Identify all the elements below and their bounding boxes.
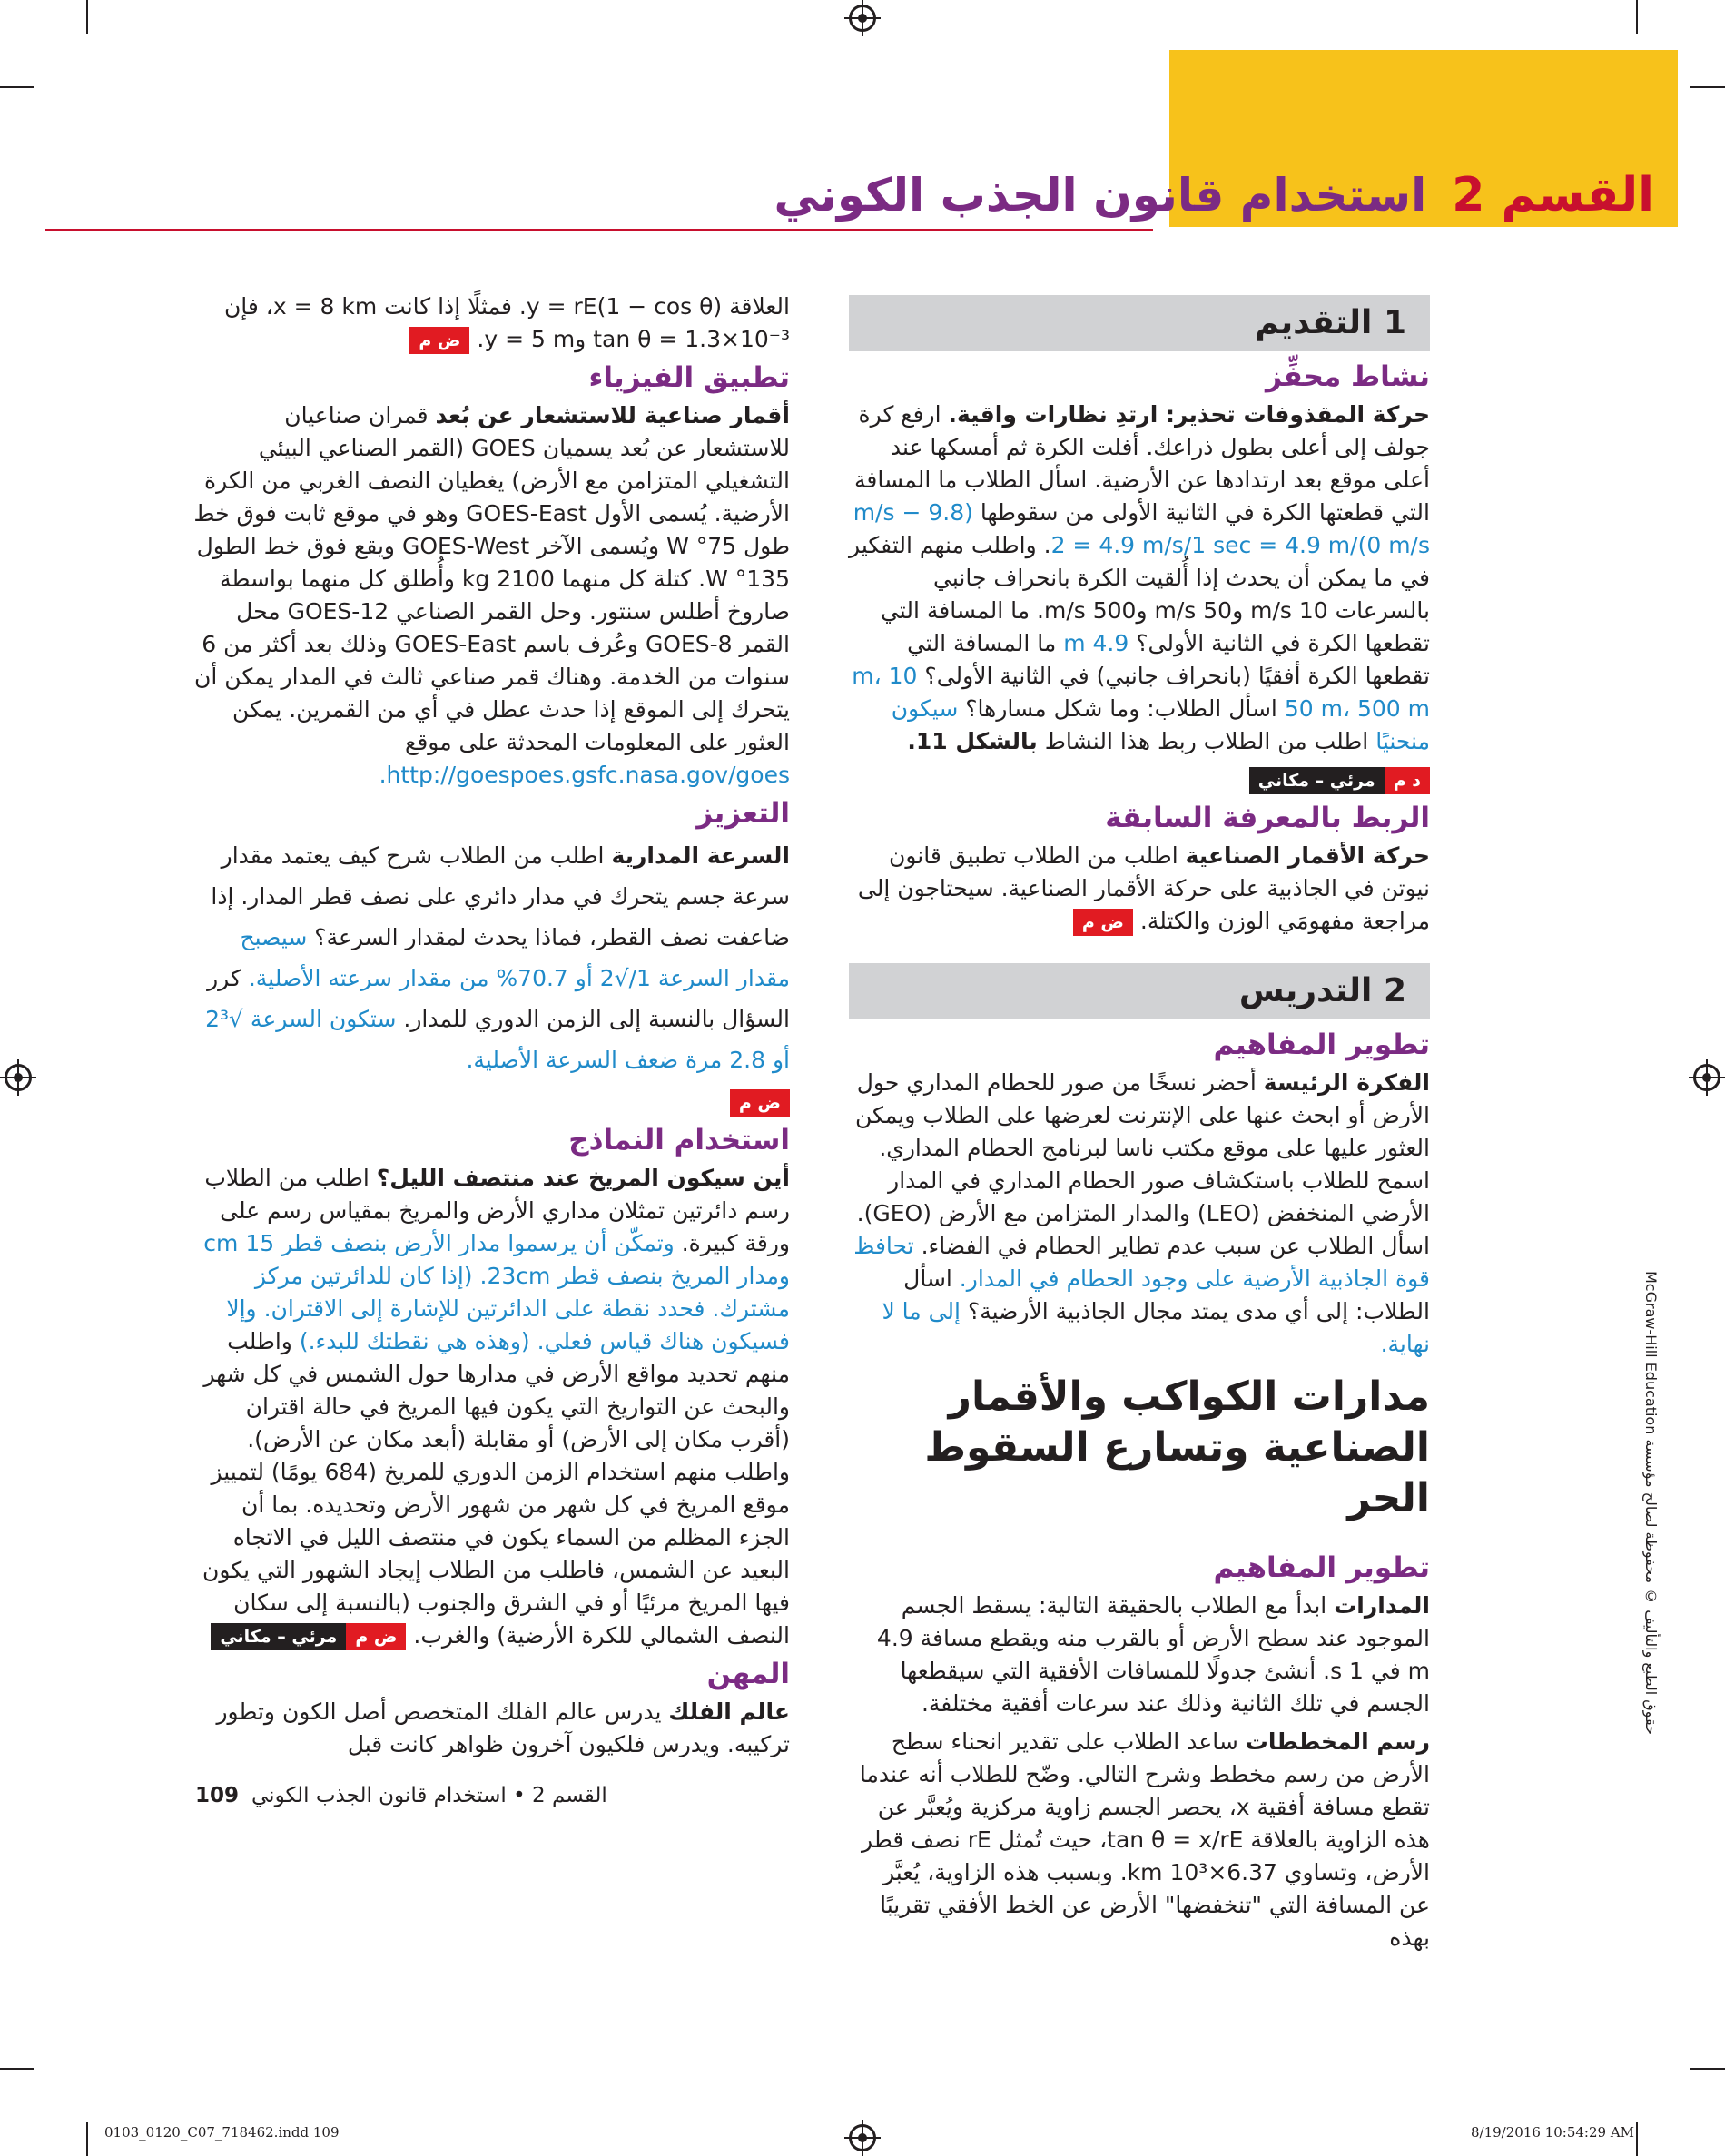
subheading-develop-concepts-2: تطوير المفاهيم xyxy=(1213,1551,1430,1584)
file-slug: 0103_0120_C07_718462.indd 109 xyxy=(104,2124,340,2141)
section-heading-teach: 2 التدريس xyxy=(849,963,1430,1019)
page-footer xyxy=(195,1784,649,1807)
equation-fall: (9.8 m/s − 0 m/s)/2 = 4.9 m/s/1 sec = 4.9 m xyxy=(853,499,1430,558)
registration-mark-icon xyxy=(5,1064,32,1091)
crop-mark xyxy=(1690,86,1725,88)
paragraph-continuation: العلاقة y = rE(1 − cos θ). فمثلًا إذا كانت x = 8 km، فإن tan θ = 1.3×10⁻³ وy = 5 m. ض م xyxy=(223,293,790,352)
level-tag: ض م xyxy=(346,1623,406,1650)
crop-mark xyxy=(0,2068,34,2070)
footer-label: القسم 2 • استخدام قانون الجذب الكوني xyxy=(251,1784,607,1807)
page-title xyxy=(774,163,1655,227)
crop-mark xyxy=(1636,2122,1638,2156)
paragraph-remote-sensing: أقمار صناعية للاستشعار عن بُعد قمران صناعيان للاستشعار عن بُعد يسميان GOES (القمر الصناعي البيئي التشغيلي المتزامن مع الأرض) يغطيان النصف الغربي من الكرة الأرضية. يُسمى الأول GOES-East وهو في موقع ثابت فوق خط طول 75° W ويُسمى الآخر GOES-West ويقع فوق خط الطول 135° W. كتلة كل منهما 2100 kg وأُطلق كل منهما بواسطة صاروخ أطلس سنتور. وحل القمر الصناعي GOES-12 محل القمر GOES-8 وعُرف باسم GOES-East وذلك بعد أكثر من 6 سنوات من الخدمة. وهناك قمر صناعي ثالث في المدار يمكن أن يتحرك إلى الموقع إذا حدث عطل في أي من القمرين. يمكن العثور على المعلومات المحدثة على موقع http://goespoes.gsfc.nasa.gov/goes. xyxy=(193,402,790,788)
registration-mark-icon xyxy=(849,5,876,32)
goes-link[interactable]: http://goespoes.gsfc.nasa.gov/goes. xyxy=(379,762,790,788)
page-number: 109 xyxy=(195,1784,240,1807)
registration-mark-icon xyxy=(849,2124,876,2151)
big-heading: مدارات الكواكب والأقمار الصناعية وتسارع السقوط الحر xyxy=(924,1373,1430,1521)
crop-mark xyxy=(1636,0,1638,34)
subheading-careers: المهن xyxy=(706,1658,790,1690)
paragraph-prior: حركة الأقمار الصناعية اطلب من الطلاب تطبيق قانون نيوتن في الجاذبية على حركة الأقمار الصناعية. سيحتاجون إلى مراجعة مفهومَي الوزن والكتلة. ض م xyxy=(857,842,1430,934)
paragraph-motivate: حركة المقذوفات تحذير: ارتدِ نظارات واقية. ارفع كرة جولف إلى أعلى بطول ذراعك. أفلت الكرة ثم أمسكها عند أعلى موقع بعد ارتدادها عن الأرضية. اسأل الطلاب ما المسافة التي قطعتها الكرة في الثانية الأولى من سقوطها (9.8 m/s − 0 m/s)/2 = 4.9 m/s/1 sec = 4.9 m. واطلب منهم التفكير في ما يمكن أن يحدث إذا أُلقيت الكرة بانحراف جانبي بالسرعات 10 m/s و50 m/s و500 m/s. ما المسافة التي تقطعها الكرة في الثانية الأولى؟ 4.9 m ما المسافة التي تقطعها الكرة أفقيًا (بانحراف جانبي) في الثانية الأولى؟ 10 m، 50 m، 500 m اسأل الطلاب: وما شكل مسارها؟ سيكون منحنيًا اطلب من الطلاب ربط هذا النشاط بالشكل 11. xyxy=(849,401,1430,754)
left-column xyxy=(191,290,790,1767)
title-rule xyxy=(45,229,1153,231)
paragraph-mars: أين سيكون المريخ عند منتصف الليل؟ اطلب من الطلاب رسم دائرتين تمثلان مداري الأرض والمريخ بمقياس رسم على ورقة كبيرة. وتمكّن أن يرسموا مدار الأرض بنصف قطر 15 cm ومدار المريخ بنصف قطر 23cm. (إذا كان للدائرتين مركز مشترك. فحدد نقطة على الدائرتين للإشارة إلى الاقتران. وإلا فسيكون هناك قياس فعلي. (وهذه هي نقطتك للبدء.) واطلب منهم تحديد مواقع الأرض في مدارها حول الشمس في كل شهر والبحث عن التواريخ التي يكون فيها المريخ في حالة اقتران (أقرب مكان إلى الأرض) أو مقابلة (أبعد مكان عن الأرض). واطلب منهم استخدام الزمن الدوري للمريخ (684 يومًا) لتمييز موقع المريخ في كل شهر من شهور الأرض وتحديده. بما أن الجزء المظلم من السماء يكون في منتصف الليل في الاتجاه البعيد عن الشمس، فاطلب من الطلاب إيجاد الشهور التي يكون فيها المريخ مرئيًا أو في الشرق والجنوب (بالنسبة إلى سكان النصف الشمالي للكرة الأرضية) والغرب. ض ممرئي – مكاني xyxy=(202,1165,790,1649)
tag-row xyxy=(849,763,1430,796)
subheading-using-models: استخدام النماذج xyxy=(568,1124,790,1157)
crop-mark xyxy=(86,0,88,34)
style-tag: مرئي – مكاني xyxy=(211,1623,346,1650)
level-tag: ض م xyxy=(730,1089,790,1117)
section-heading-focus: 1 التقديم xyxy=(849,295,1430,351)
registration-mark-icon xyxy=(1693,1064,1720,1091)
paragraph-orbits: المدارات ابدأ مع الطلاب بالحقيقة التالية: يسقط الجسم الموجود عند سطح الأرض أو بالقرب منه ويقطع مسافة 4.9 m في 1 s. أنشئ جدولًا للمسافات الأفقية التي سيقطعها الجسم في تلك الثانية وذلك عند سرعات أفقية مختلفة. xyxy=(876,1592,1430,1717)
level-tag: ض م xyxy=(1073,909,1133,936)
level-tag: ض م xyxy=(409,327,469,354)
paragraph-graphing: رسم المخططات ساعد الطلاب على تقدير انحناء سطح الأرض من رسم مخطط وشرح التالي. وضّح للطلاب أنه عندما تقطع مسافة أفقية x، يحصر الجسم زاوية مركزية ويُعبَّر عن هذه الزاوية بالعلاقة tan θ = x/rE، حيث تُمثل rE نصف قطر الأرض، وتساوي 6.37×10³ km. وبسبب هذه الزاوية، يُعبَّر عن المسافة التي "تنخفضها" الأرض عن الخط الأفقي تقريبًا بهذه xyxy=(859,1728,1430,1951)
crop-mark xyxy=(86,2122,88,2156)
level-tag: د م xyxy=(1385,767,1430,794)
subheading-motivate: نشاط محفِّز xyxy=(1266,360,1430,393)
right-column xyxy=(849,295,1430,1960)
subheading-physics-application: تطبيق الفيزياء xyxy=(588,361,790,394)
subheading-reinforcement: التعزيز xyxy=(696,797,790,830)
crop-mark xyxy=(1690,2068,1725,2070)
crop-mark xyxy=(0,86,34,88)
paragraph-big-idea: الفكرة الرئيسة أحضر نسخًا من صور للحطام المداري حول الأرض أو ابحث عنها على الإنترنت لعرضها على الطلاب ويمكن العثور عليها على موقع مكتب ناسا لبرنامج الحطام المداري. اسمح للطلاب باستكشاف صور الحطام المداري في المدار الأرضي المنخفض (LEO) والمدار المتزامن مع الأرض (GEO). اسأل الطلاب عن سبب عدم تطاير الحطام في الفضاء. تحافظ قوة الجاذبية الأرضية على وجود الحطام في المدار. اسأل الطلاب: إلى أي مدى يمتد مجال الجاذبية الأرضية؟ إلى ما لا نهاية. xyxy=(853,1069,1430,1357)
subheading-develop-concepts: تطوير المفاهيم xyxy=(1213,1029,1430,1061)
style-tag: مرئي – مكاني xyxy=(1249,767,1385,794)
section-label: القسم 2 xyxy=(1452,168,1654,222)
tag-row xyxy=(191,1086,790,1118)
copyright-note: حقوق الطبع والتأليف © محفوظة لصالح مؤسسة McGraw-Hill Education xyxy=(1642,1271,1660,1735)
subheading-prior-knowledge: الربط بالمعرفة السابقة xyxy=(1105,802,1430,834)
date-slug: 8/19/2016 10:54:29 AM xyxy=(1471,2124,1635,2141)
paragraph-orbital-speed: السرعة المدارية اطلب من الطلاب شرح كيف يعتمد مقدار سرعة جسم يتحرك في مدار دائري على نصف قطر المدار. إذا ضاعفت نصف القطر، فماذا يحدث لمقدار السرعة؟ سيصبح مقدار السرعة 1/√2 أو 70.7% من مقدار سرعته الأصلية. كرر السؤال بالنسبة إلى الزمن الدوري للمدار. ستكون السرعة √2³ أو 2.8 مرة ضعف السرعة الأصلية. xyxy=(205,842,790,1073)
paragraph-astronomer: عالم الفلك يدرس عالم الفلك المتخصص أصل الكون وتطور تركيبه. ويدرس فلكيون آخرون ظواهر كانت قبل xyxy=(216,1698,790,1757)
section-title: استخدام قانون الجذب الكوني xyxy=(774,169,1427,222)
